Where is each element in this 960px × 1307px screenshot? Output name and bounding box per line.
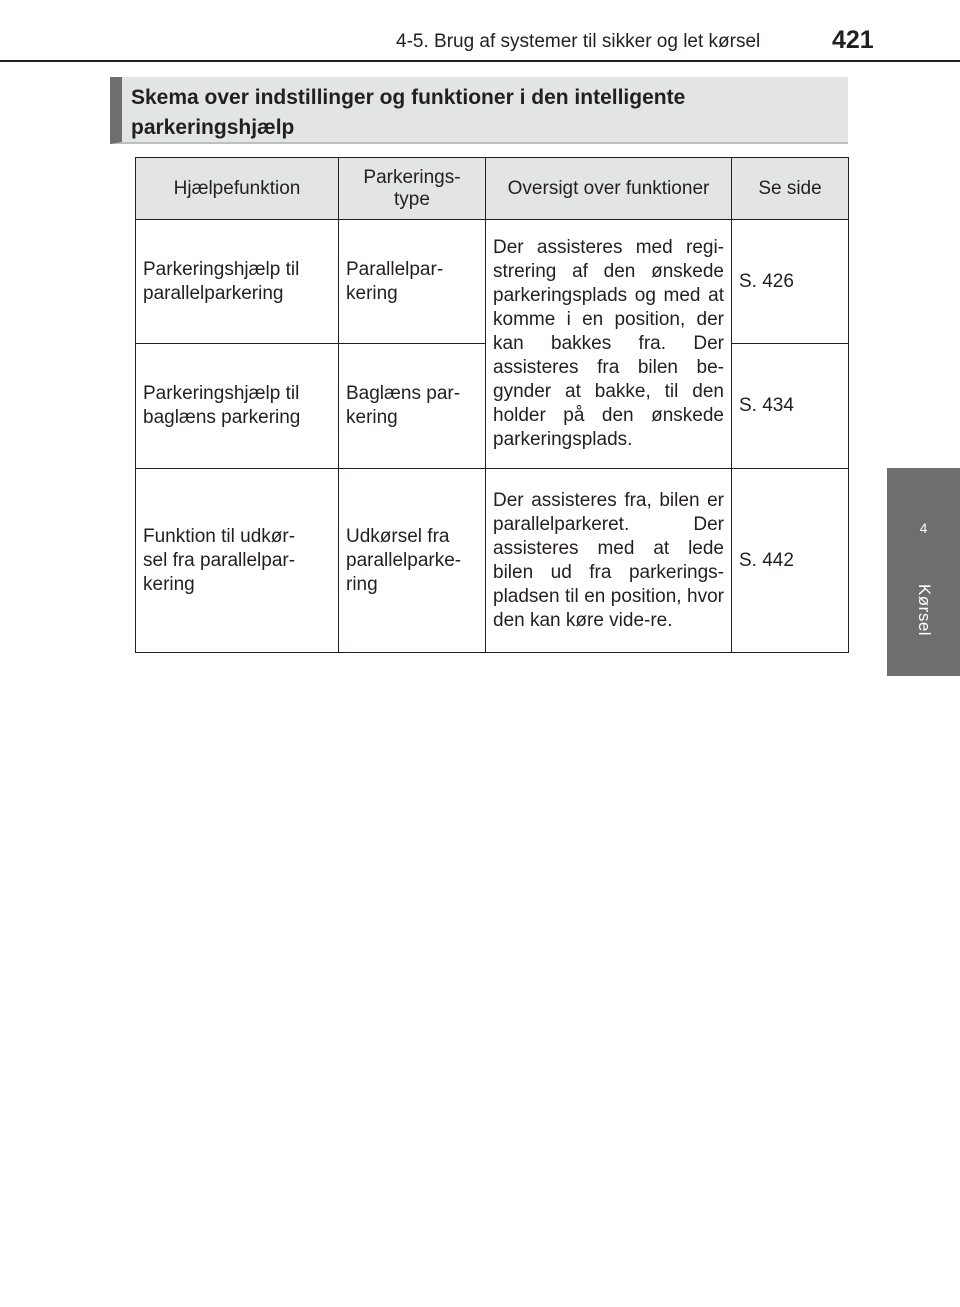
section-heading (110, 77, 848, 144)
cell-type (339, 344, 486, 469)
cell-type-text: Baglæns par- kering (346, 383, 461, 428)
cell-overview: Der assisteres fra, bilen er parallelparkeret. Der assisteres med at lede bilen ud fra parkerings-pladsen til en position, hvor den kan køre vide-re. (486, 469, 732, 653)
cell-overview: Der assisteres med regi-strering af den ønskede parkeringsplads og med at komme i en position, der kan bakkes fra. Der assisteres fra bilen be-gynder at bakke, til den holder på den ønskede parkeringsplads. (486, 220, 732, 469)
header-function: Hjælpefunktion (136, 158, 339, 220)
functions-table (135, 157, 849, 653)
chapter-tab (887, 468, 960, 676)
table-header-row (136, 158, 849, 220)
chapter-number: 4 (919, 520, 928, 536)
cell-function: Parkeringshjælp til baglæns parkering (136, 344, 339, 469)
header-see-page: Se side (732, 158, 849, 220)
page-number: 421 (832, 26, 874, 54)
cell-function (136, 469, 339, 653)
cell-page: S. 426 (732, 220, 849, 344)
cell-function: Parkeringshjælp til parallelparkering (136, 220, 339, 344)
chapter-label: Kørsel (914, 583, 934, 637)
cell-type-text: Udkørsel fra parallelparke- ring (346, 525, 462, 595)
cell-page: S. 442 (732, 469, 849, 653)
running-head (0, 0, 960, 62)
table-row (136, 469, 849, 653)
section-title: 4-5. Brug af systemer til sikker og let kørsel (396, 31, 761, 52)
section-heading-title: Skema over indstillinger og funktioner i den intelligente parkeringshjælp (131, 86, 686, 139)
cell-type (339, 469, 486, 653)
header-parking-type-text: Parkerings- type (363, 166, 461, 210)
header-parking-type (339, 158, 486, 220)
table-row (136, 220, 849, 344)
header-overview: Oversigt over funktioner (486, 158, 732, 220)
header-rule (0, 60, 960, 62)
cell-type-text: Parallelpar- kering (346, 258, 444, 304)
cell-page: S. 434 (732, 344, 849, 469)
cell-function-text: Funktion til udkør- sel fra parallelpar- kering (143, 525, 296, 595)
cell-type (339, 220, 486, 344)
